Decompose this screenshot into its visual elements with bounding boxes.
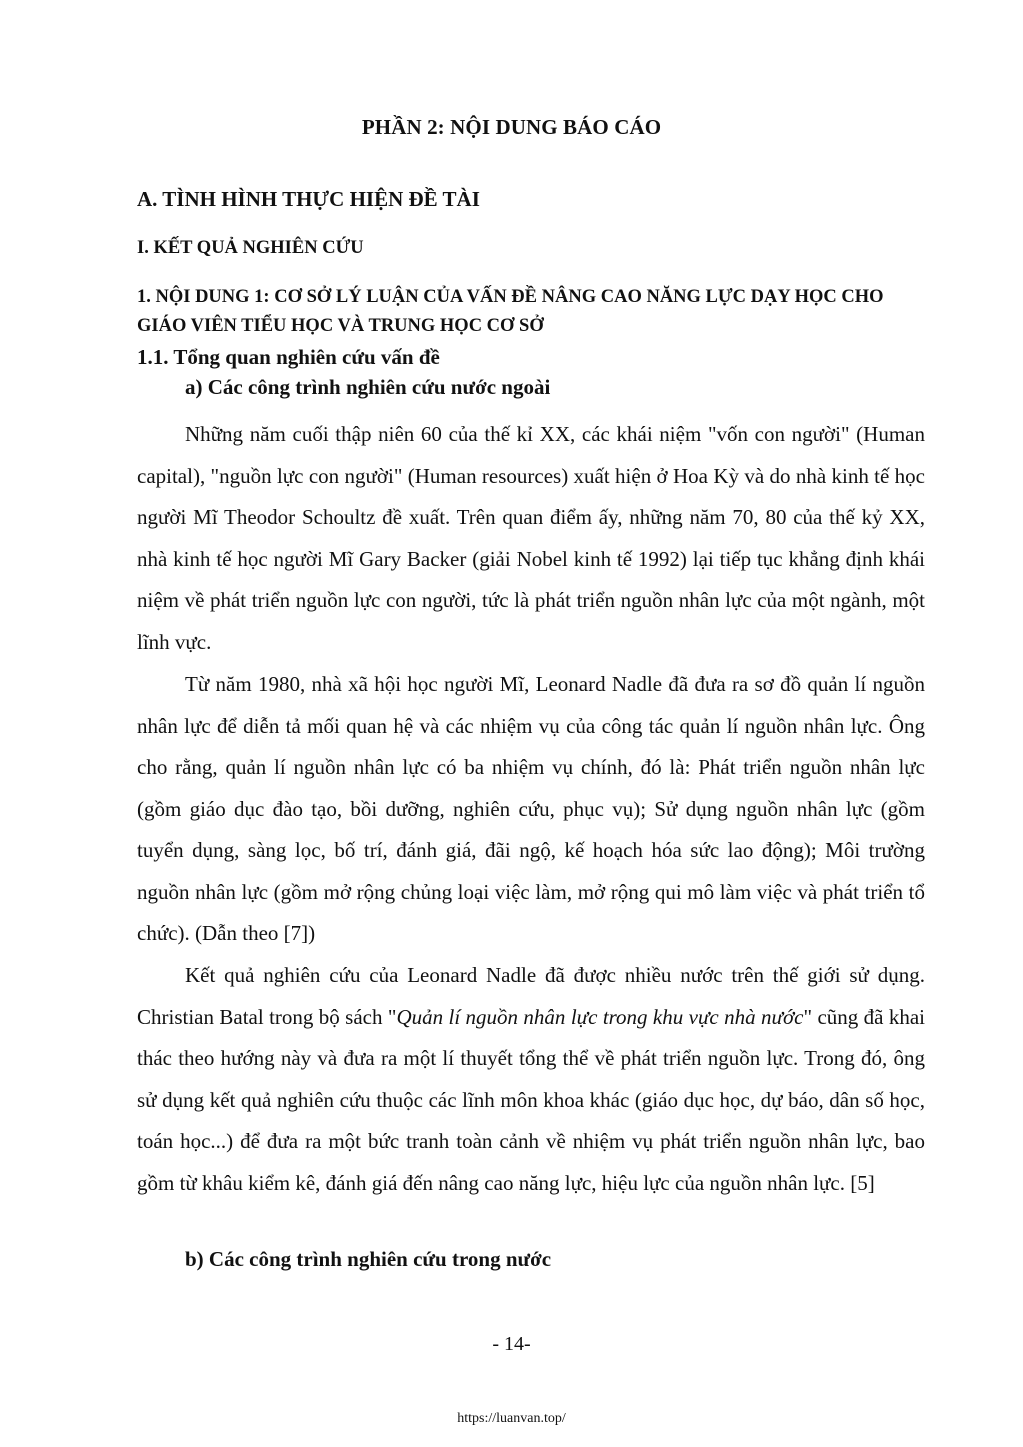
- footer-url[interactable]: https://luanvan.top/: [457, 1411, 566, 1426]
- section-a-heading: A. TÌNH HÌNH THỰC HIỆN ĐỀ TÀI: [137, 187, 480, 211]
- part-title: PHẦN 2: NỘI DUNG BÁO CÁO: [361, 115, 662, 139]
- book-title-italic: Quản lí nguồn nhân lực trong khu vực nhà nước: [396, 1004, 804, 1029]
- paragraph-batal-text-start: Kết quả nghiên cứu của Leonard Nadle đã được nhiều nước trên thế giới sử dụng. Christian Batal trong bộ sách ": [137, 963, 925, 1029]
- content-1-heading: 1. NỘI DUNG 1: CƠ SỞ LÝ LUẬN CỦA VẤN ĐỀ NÂNG CAO NĂNG LỰC DẠY HỌC CHO GIÁO VIÊN TIỂU HỌC VÀ TRUNG HỌC CƠ SỞ: [137, 287, 884, 336]
- foreign-research-heading: a) Các công trình nghiên cứu nước ngoài: [185, 375, 551, 399]
- paragraph-batal: [137, 955, 925, 1204]
- domestic-research-heading: b) Các công trình nghiên cứu trong nước: [185, 1247, 552, 1271]
- subsection-1-1-heading: 1.1. Tổng quan nghiên cứu vấn đề: [137, 345, 440, 369]
- section-i-heading: I. KẾT QUẢ NGHIÊN CỨU: [137, 238, 364, 258]
- paragraph-batal-text-end: " cũng đã khai thác theo hướng này và đưa ra một lí thuyết tổng thể về phát triển nguồn lực. Trong đó, ông sử dụng kết quả nghiên cứu thuộc các lĩnh môn khoa khác (giáo dục học, dự báo, dân số học, toán học...) để đưa ra một bức tranh toàn cảnh về nhiệm vụ phát triển nguồn nhân lực, bao gồm từ khâu kiểm kê, đánh giá đến nâng cao năng lực, hiệu lực của nguồn nhân lực. [5]: [137, 1004, 926, 1195]
- page-number: - 14-: [492, 1333, 531, 1355]
- paragraph-nadle-model: Từ năm 1980, nhà xã hội học người Mĩ, Leonard Nadle đã đưa ra sơ đồ quản lí nguồn nhân lực để diễn tả mối quan hệ và các nhiệm vụ của công tác quản lí nguồn nhân lực. Ông cho rằng, quản lí nguồn nhân lực có ba nhiệm vụ chính, đó là: Phát triển nguồn nhân lực (gồm giáo dục đào tạo, bồi dưỡng, nghiên cứu, phục vụ); Sử dụng nguồn nhân lực (gồm tuyển dụng, sàng lọc, bố trí, đánh giá, đãi ngộ, kế hoạch hóa sức lao động); Môi trường nguồn nhân lực (gồm mở rộng chủng loại việc làm, mở rộng qui mô làm việc và phát triển tổ chức). (Dẫn theo [7]): [137, 672, 925, 945]
- paragraph-human-capital: Những năm cuối thập niên 60 của thế kỉ XX, các khái niệm "vốn con người" (Human capital), "nguồn lực con người" (Human resources) xuất hiện ở Hoa Kỳ và do nhà kinh tế học người Mĩ Theodor Schoultz đề xuất. Trên quan điểm ấy, những năm 70, 80 của thế kỷ XX, nhà kinh tế học người Mĩ Gary Backer (giải Nobel kinh tế 1992) lại tiếp tục khẳng định khái niệm về phát triển nguồn lực con người, tức là phát triển nguồn nhân lực của một ngành, một lĩnh vực.: [137, 422, 925, 654]
